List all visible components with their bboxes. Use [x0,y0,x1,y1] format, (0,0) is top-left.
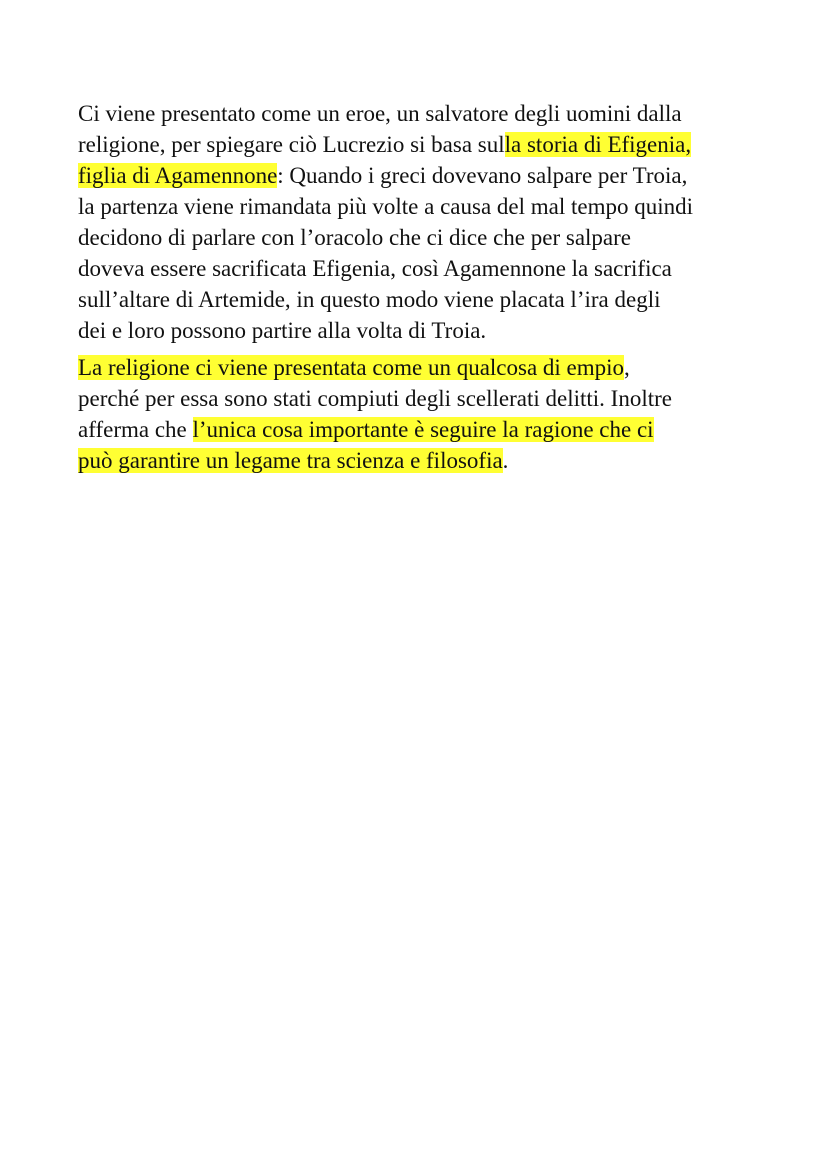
highlighted-text: può garantire un legame tra scienza e filosofia [78,448,503,473]
text-line [78,222,768,253]
highlighted-text: la storia di Efigenia, [504,132,692,157]
text-line [78,253,768,284]
text-line [78,160,768,191]
text-line [78,445,768,476]
text-segment: decidono di parlare con l’oracolo che ci dice che per salpare [78,225,631,250]
text-segment: sull’altare di Artemide, in questo modo viene placata l’ira degli [78,287,661,312]
text-line [78,284,768,315]
text-segment: Ci viene presentato come un eroe, un salvatore degli uomini dalla [78,101,682,126]
text-segment: afferma che [78,417,193,442]
text-segment: . [502,448,509,473]
text-line [78,191,768,222]
paragraph [78,352,768,476]
text-line [78,315,768,346]
document-body [78,98,768,476]
text-segment: doveva essere sacrificata Efigenia, così Agamennone la sacrifica [78,256,672,281]
text-line [78,352,768,383]
text-line [78,383,768,414]
text-segment: religione, per spiegare ciò Lucrezio si basa sul [78,132,505,157]
text-segment: dei e loro possono partire alla volta di Troia. [78,318,487,343]
text-line [78,98,768,129]
text-segment: , [624,355,630,380]
paragraph [78,98,768,346]
text-segment: la partenza viene rimandata più volte a causa del mal tempo quindi [78,194,694,219]
highlighted-text: l’unica cosa importante è seguire la ragione che ci [192,417,654,442]
text-segment: perché per essa sono stati compiuti degli scellerati delitti. Inoltre [78,386,672,411]
highlighted-text: La religione ci viene presentata come un qualcosa di empio [78,355,625,380]
text-line [78,414,768,445]
highlighted-text: figlia di Agamennone [78,163,278,188]
text-line [78,129,768,160]
text-segment: : Quando i greci dovevano salpare per Troia, [277,163,688,188]
